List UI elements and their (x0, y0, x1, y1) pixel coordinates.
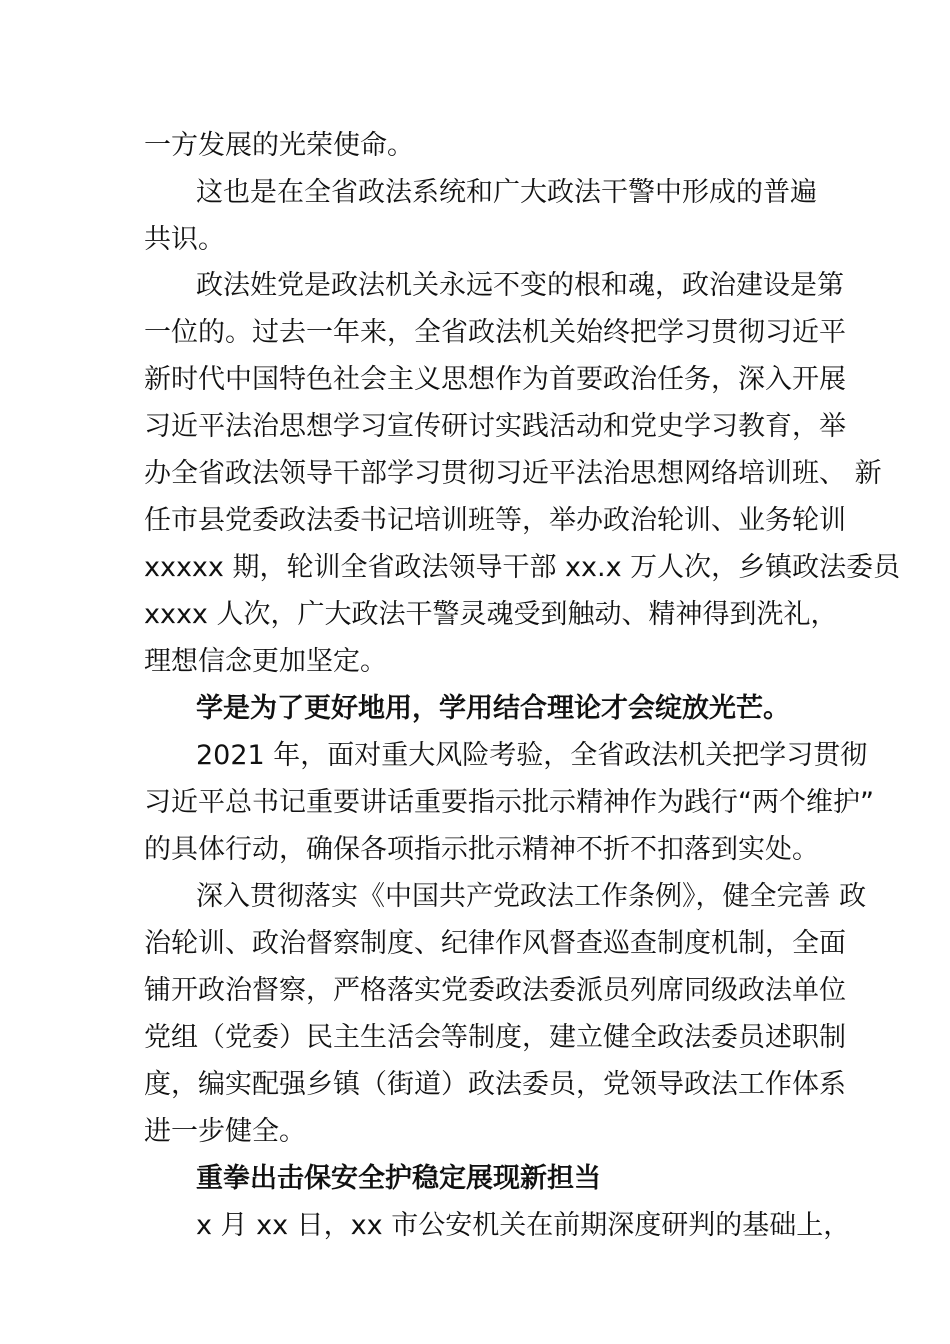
paragraph-first-line: 深入贯彻落实《中国共产党政法工作条例》，健全完善 政 (196, 881, 867, 912)
text-line: 进一步健全。 (144, 1116, 306, 1147)
bold-heading: 重拳出击保安全护稳定展现新担当 (196, 1163, 601, 1194)
text-line: 共识。 (144, 224, 225, 255)
paragraph-first-line: 2021 年，面对重大风险考验，全省政法机关把学习贯彻 (196, 740, 868, 771)
text-line: 办全省政法领导干部学习贯彻习近平法治思想网络培训班、 新 (144, 458, 882, 489)
text-line: 治轮训、政治督察制度、纪律作风督查巡查制度机制，全面 (144, 928, 846, 959)
paragraph-first-line: x 月 xx 日，xx 市公安机关在前期深度研判的基础上， (196, 1210, 851, 1241)
bold-heading: 学是为了更好地用，学用结合理论才会绽放光芒。 (196, 693, 790, 724)
text-line: 铺开政治督察，严格落实党委政法委派员列席同级政法单位 (144, 975, 846, 1006)
text-line: 一位的。过去一年来，全省政法机关始终把学习贯彻习近平 (144, 317, 846, 348)
text-line: 党组（党委）民主生活会等制度，建立健全政法委员述职制 (144, 1022, 846, 1053)
paragraph-first-line: 这也是在全省政法系统和广大政法干警中形成的普遍 (196, 177, 817, 208)
text-line: xxxxx 期，轮训全省政法领导干部 xx.x 万人次，乡镇政法委员 (144, 552, 901, 583)
text-line: 任市县党委政法委书记培训班等，举办政治轮训、业务轮训 (144, 505, 846, 536)
text-line: 习近平总书记重要讲话重要指示批示精神作为践行“两个维护” (144, 787, 874, 818)
text-line: 度，编实配强乡镇（街道）政法委员，党领导政法工作体系 (144, 1069, 846, 1100)
paragraph-first-line: 政法姓党是政法机关永远不变的根和魂，政治建设是第 (196, 270, 844, 301)
text-line: 理想信念更加坚定。 (144, 646, 387, 677)
text-line: 一方发展的光荣使命。 (144, 130, 414, 161)
text-line: 习近平法治思想学习宣传研讨实践活动和党史学习教育，举 (144, 411, 846, 442)
text-line: 的具体行动，确保各项指示批示精神不折不扣落到实处。 (144, 834, 819, 865)
text-line: 新时代中国特色社会主义思想作为首要政治任务，深入开展 (144, 364, 846, 395)
text-line: xxxx 人次，广大政法干警灵魂受到触动、精神得到洗礼， (144, 599, 838, 630)
